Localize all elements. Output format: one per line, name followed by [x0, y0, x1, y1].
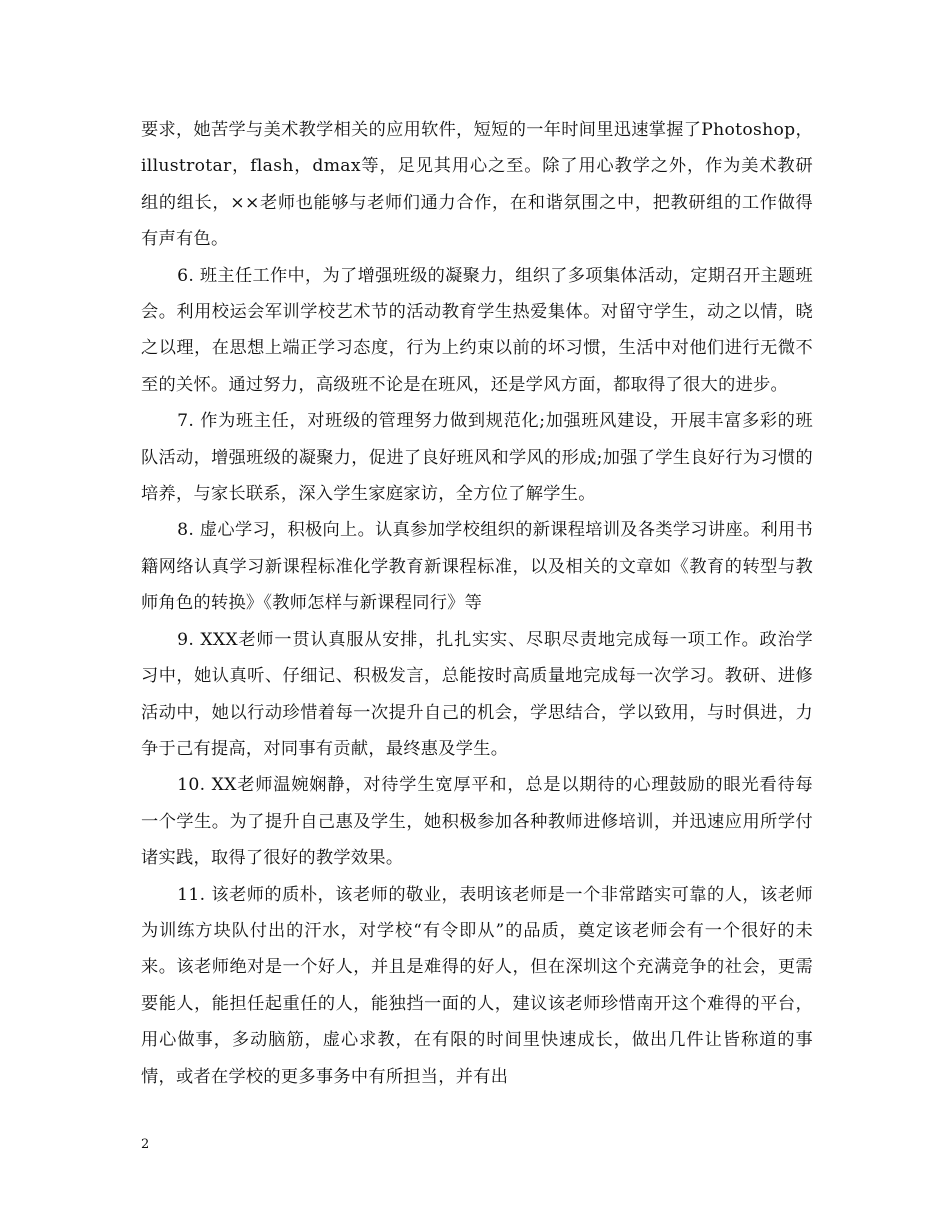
page-number: 2 [141, 1137, 150, 1152]
paragraph-item-9: 9. XXX老师一贯认真服从安排，扎扎实实、尽职尽责地完成每一项工作。政治学习中，她认真听、仔细记、积极发言，总能按时高质量地完成每一次学习。教研、进修活动中，她以行动珍惜着每一次提升自己的机会，学思结合，学以致用，与时俱进，力争于己有提高，对同事有贡献，最终惠及学生。 [141, 629, 813, 759]
paragraph-item-7: 7. 作为班主任，对班级的管理努力做到规范化;加强班风建设，开展丰富多彩的班队活动，增强班级的凝聚力，促进了良好班风和学风的形成;加强了学生良好行为习惯的培养，与家长联系，深入学生家庭家访，全方位了解学生。 [141, 411, 813, 505]
document-body [141, 112, 813, 1095]
paragraph-item-6: 6. 班主任工作中，为了增强班级的凝聚力，组织了多项集体活动，定期召开主题班会。利用校运会军训学校艺术节的活动教育学生热爱集体。对留守学生，动之以情，晓之以理，在思想上端正学习态度，行为上约束以前的坏习惯，生活中对他们进行无微不至的关怀。通过努力，高级班不论是在班风，还是学风方面，都取得了很大的进步。 [141, 265, 813, 395]
paragraph-item-11: 11. 该老师的质朴，该老师的敬业，表明该老师是一个非常踏实可靠的人，该老师为训练方块队付出的汗水，对学校“有令即从”的品质，奠定该老师会有一个很好的未来。该老师绝对是一个好人，并且是难得的好人，但在深圳这个充满竞争的社会，更需要能人，能担任起重任的人，能独挡一面的人，建议该老师珍惜南开这个难得的平台，用心做事，多动脑筋，虚心求教，在有限的时间里快速成长，做出几件让皆称道的事情，或者在学校的更多事务中有所担当，并有出 [141, 884, 813, 1087]
paragraph-continued: 要求，她苦学与美术教学相关的应用软件，短短的一年时间里迅速掌握了Photoshop，illustrotar，flash，dmax等，足见其用心之至。除了用心教学之外，作为美术教研组的组长，××老师也能够与老师们通力合作，在和谐氛围之中，把教研组的工作做得有声有色。 [141, 120, 813, 250]
paragraph-item-10: 10. XX老师温婉娴静，对待学生宽厚平和，总是以期待的心理鼓励的眼光看待每一个学生。为了提升自己惠及学生，她积极参加各种教师进修培训，并迅速应用所学付诸实践，取得了很好的教学效果。 [141, 775, 813, 869]
paragraph-item-8: 8. 虚心学习，积极向上。认真参加学校组织的新课程培训及各类学习讲座。利用书籍网络认真学习新课程标准化学教育新课程标准，以及相关的文章如《教育的转型与教师角色的转换》《教师怎样与新课程同行》等 [141, 520, 813, 614]
